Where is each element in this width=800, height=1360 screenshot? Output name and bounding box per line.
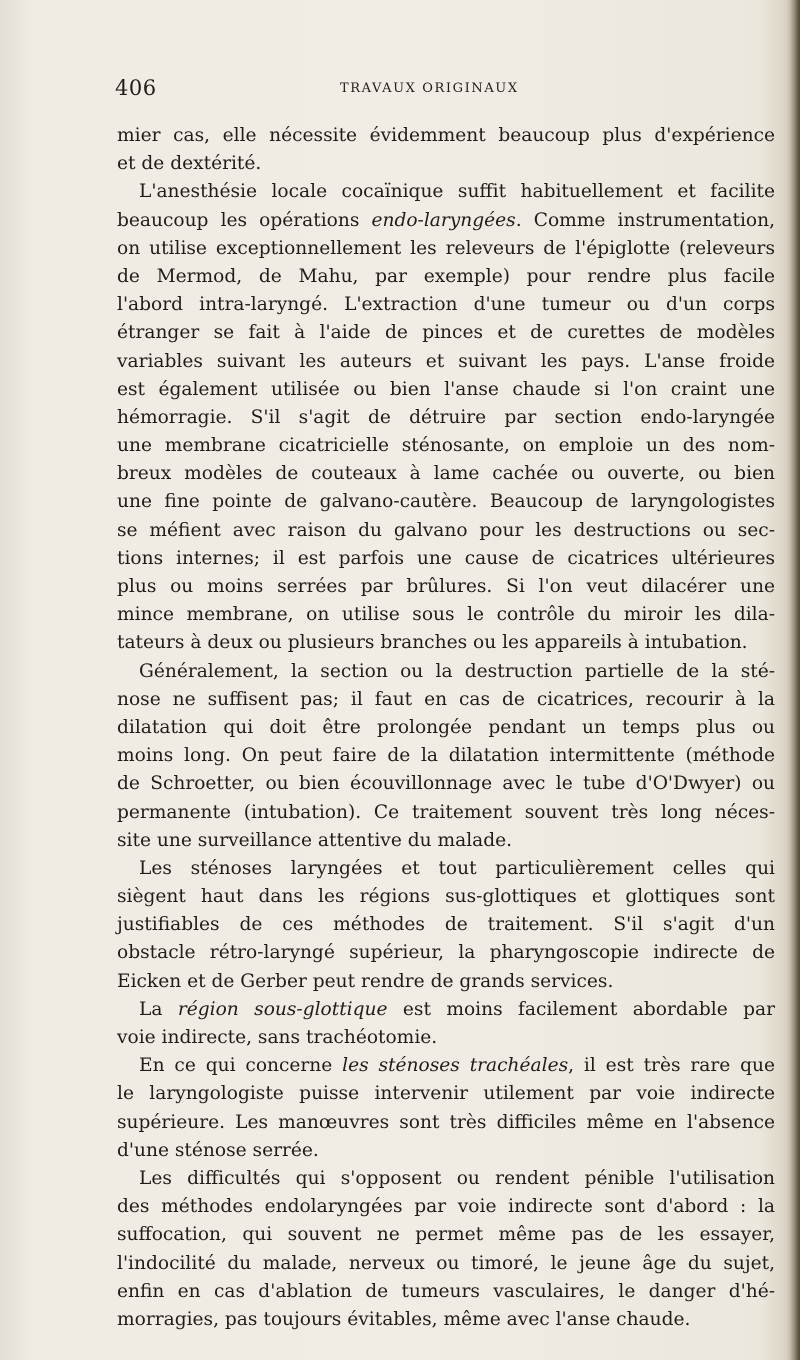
text-line (117, 178, 775, 206)
text-segment: tateurs à deux ou plusieurs branches ou les appareils à intubation. (117, 632, 748, 654)
text-segment: variables suivant les auteurs et suivant les pays. L'anse froide (117, 350, 775, 372)
text-segment: dilatation qui doit être prolongée pendant un temps plus ou (117, 716, 775, 738)
text-line (117, 517, 775, 545)
text-segment: le laryngologiste puisse intervenir utilement par voie indirecte (117, 1083, 775, 1105)
text-segment: l'indocilité du malade, nerveux ou timoré, le jeune âge du sujet, (117, 1252, 775, 1274)
text-line (117, 1109, 775, 1137)
text-segment: une membrane cicatricielle sténosante, on emploie un des nom- (117, 435, 775, 457)
text-segment: l'abord intra-laryngé. L'extraction d'une tumeur ou d'un corps (117, 294, 775, 316)
text-segment: supérieure. Les manœuvres sont très difficiles même en l'absence (117, 1111, 775, 1133)
text-segment: étranger se fait à l'aide de pinces et de curettes de modèles (117, 322, 775, 344)
text-line (117, 573, 775, 601)
text-line (117, 291, 775, 319)
text-line (117, 968, 775, 996)
text-line (117, 150, 775, 178)
text-line (117, 1250, 775, 1278)
text-line (117, 460, 775, 488)
text-segment: se méfient avec raison du galvano pour les destructions ou sec- (117, 519, 775, 541)
text-line (117, 911, 775, 939)
text-segment: mince membrane, on utilise sous le contrôle du miroir les dila- (117, 604, 775, 626)
text-segment: enfin en cas d'ablation de tumeurs vasculaires, le danger d'hé- (117, 1280, 775, 1302)
text-segment: site une surveillance attentive du malade. (117, 829, 513, 851)
text-segment: breux modèles de couteaux à lame cachée ou ouverte, ou bien (117, 463, 775, 485)
text-segment: et de dextérité. (117, 153, 262, 175)
text-segment: En ce qui concerne (139, 1055, 343, 1077)
text-line (117, 742, 775, 770)
text-segment: on utilise exceptionnellement les releveurs de l'épiglotte (releveurs (117, 237, 775, 259)
running-head: TRAVAUX ORIGINAUX (340, 81, 519, 96)
text-line (117, 1306, 775, 1334)
text-line (117, 1052, 775, 1080)
text-segment: Eicken et de Gerber peut rendre de grands services. (117, 970, 614, 992)
text-segment: une fine pointe de galvano-cautère. Beaucoup de laryngologistes (117, 491, 775, 513)
text-segment: tions internes; il est parfois une cause de cicatrices ultérieures (117, 547, 775, 569)
text-line (117, 855, 775, 883)
text-line (117, 1165, 775, 1193)
text-line (117, 1193, 775, 1221)
italic-text: les sténoses trachéales (342, 1055, 569, 1077)
text-segment: nose ne suffisent pas; il faut en cas de cicatrices, recourir à la (117, 688, 775, 710)
text-segment: Généralement, la section ou la destruction partielle de la sté- (139, 660, 775, 682)
text-line (117, 348, 775, 376)
text-line (117, 122, 775, 150)
text-line (117, 1221, 775, 1249)
text-line (117, 714, 775, 742)
text-segment: La (139, 998, 178, 1020)
text-line (117, 376, 775, 404)
text-line (117, 799, 775, 827)
text-segment: Les difficultés qui s'opposent ou rendent pénible l'utilisation (139, 1167, 775, 1189)
text-line (117, 404, 775, 432)
text-line (117, 432, 775, 460)
text-segment: plus ou moins serrées par brûlures. Si l'on veut dilacérer une (117, 576, 775, 597)
text-segment: siègent haut dans les régions sus-glottiques et glottiques sont (117, 886, 775, 908)
text-segment: de Mermod, de Mahu, par exemple) pour rendre plus facile (117, 265, 775, 287)
text-line (117, 601, 775, 629)
page-header (115, 76, 775, 106)
text-line (117, 319, 775, 347)
text-segment: , il est très rare que (568, 1055, 775, 1077)
text-segment: . Comme instrumentation, (515, 209, 775, 231)
text-segment: beaucoup les opérations (117, 209, 372, 231)
text-segment: obstacle rétro-laryngé supérieur, la pharyngoscopie indirecte de (117, 942, 775, 964)
text-line (117, 488, 775, 516)
text-segment: hémorragie. S'il s'agit de détruire par section endo-laryngée (117, 406, 775, 428)
text-segment: est également utilisée ou bien l'anse chaude si l'on craint une (117, 378, 775, 400)
text-segment: L'anesthésie locale cocaïnique suffit habituellement et facilite (139, 181, 775, 203)
text-line (117, 629, 775, 657)
text-line (117, 658, 775, 686)
text-line (117, 996, 775, 1024)
italic-text: région sous-glottique (177, 998, 388, 1020)
page-number: 406 (115, 76, 157, 100)
text-line (117, 883, 775, 911)
text-segment: de Schroetter, ou bien écouvillonnage avec le tube d'O'Dwyer) ou (117, 773, 775, 795)
text-segment: est moins facilement abordable par (387, 998, 775, 1020)
body-text (117, 122, 775, 1334)
text-segment: voie indirecte, sans trachéotomie. (117, 1027, 438, 1048)
text-line (117, 770, 775, 798)
text-segment: d'une sténose serrée. (117, 1139, 319, 1161)
text-segment: des méthodes endolaryngées par voie indirecte sont d'abord : la (117, 1196, 775, 1218)
text-line (117, 1024, 775, 1052)
text-line (117, 1278, 775, 1306)
text-segment: Les sténoses laryngées et tout particulièrement celles qui (139, 857, 775, 879)
text-segment: permanente (intubation). Ce traitement souvent très long néces- (117, 801, 775, 823)
text-line (117, 1080, 775, 1108)
text-line (117, 235, 775, 263)
italic-text: endo-laryngées (371, 209, 516, 231)
text-segment: suffocation, qui souvent ne permet même pas de les essayer, (117, 1224, 775, 1246)
text-segment: morragies, pas toujours évitables, même avec l'anse chaude. (117, 1308, 691, 1330)
page-edge-shadow (786, 0, 800, 1360)
text-segment: justifiables de ces méthodes de traitement. S'il s'agit d'un (117, 914, 775, 936)
text-line (117, 545, 775, 573)
text-segment: mier cas, elle nécessite évidemment beaucoup plus d'expérience (117, 125, 775, 146)
text-line (117, 1137, 775, 1165)
text-line (117, 207, 775, 235)
text-line (117, 939, 775, 967)
text-line (117, 263, 775, 291)
text-segment: moins long. On peut faire de la dilatation intermittente (méthode (117, 745, 775, 767)
text-line (117, 827, 775, 855)
text-line (117, 686, 775, 714)
